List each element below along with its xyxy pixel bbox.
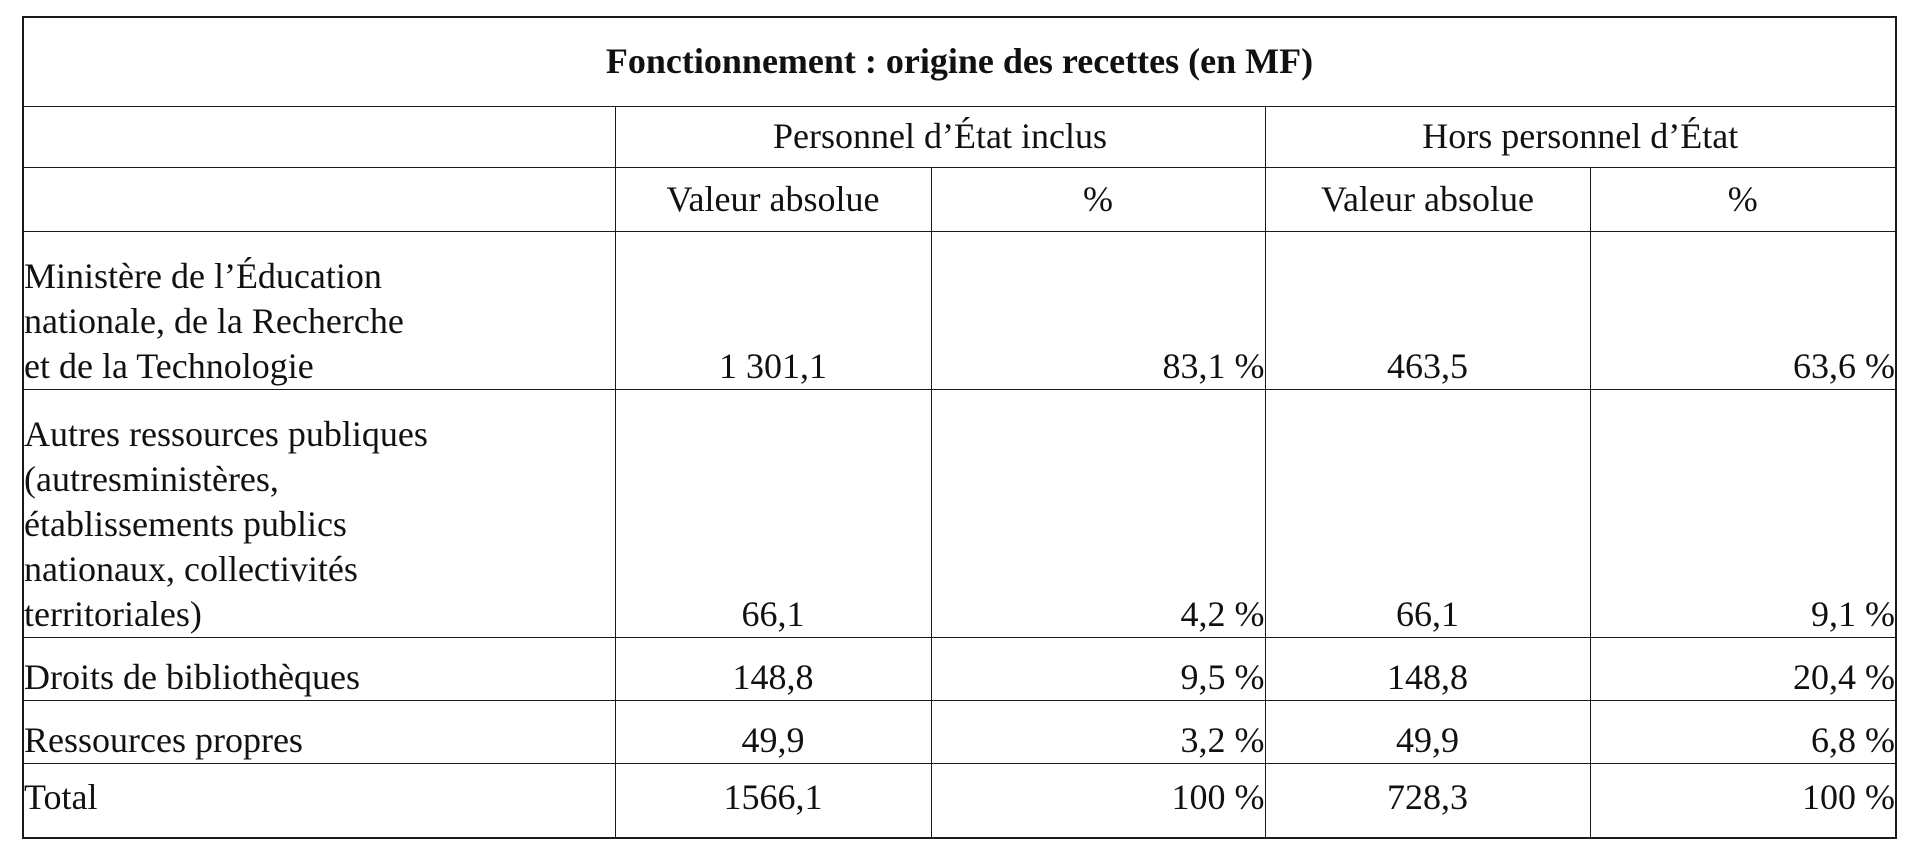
cell-absolute-value-incl: 148,8 [615, 637, 931, 700]
row-label-line: Ministère de l’Éducation [24, 255, 382, 296]
cell-absolute-value-excl: 148,8 [1265, 637, 1590, 700]
sub-header-row [23, 167, 1896, 231]
row-label-line: nationale, de la Recherche [24, 300, 404, 341]
cell-absolute-value-incl: 49,9 [615, 700, 931, 763]
subheader-percent-2: % [1590, 167, 1896, 231]
cell-absolute-value-incl: 66,1 [615, 389, 931, 637]
table-row-library-fees [23, 637, 1896, 700]
table-row-other-public [23, 389, 1896, 637]
row-label-own-resources: Ressources propres [23, 700, 615, 763]
header-empty-cell [23, 106, 615, 167]
title-row [23, 17, 1896, 106]
subheader-percent-1: % [931, 167, 1265, 231]
row-label-library-fees: Droits de bibliothèques [23, 637, 615, 700]
cell-percent-excl: 63,6 % [1590, 231, 1896, 389]
revenue-origin-table [22, 16, 1897, 839]
table-row-own-resources [23, 700, 1896, 763]
cell-percent-incl: 100 % [931, 763, 1265, 838]
cell-percent-excl: 100 % [1590, 763, 1896, 838]
group-header-with-state-staff: Personnel d’État inclus [615, 106, 1265, 167]
group-header-row [23, 106, 1896, 167]
row-label-line: établissements publics [24, 503, 347, 544]
cell-absolute-value-excl: 49,9 [1265, 700, 1590, 763]
cell-percent-incl: 4,2 % [931, 389, 1265, 637]
table-row-total [23, 763, 1896, 838]
cell-absolute-value-excl: 463,5 [1265, 231, 1590, 389]
group-header-without-state-staff: Hors personnel d’État [1265, 106, 1896, 167]
row-label-other-public [23, 389, 615, 637]
cell-percent-incl: 83,1 % [931, 231, 1265, 389]
cell-absolute-value-excl: 728,3 [1265, 763, 1590, 838]
row-label-line: (autresministères, [24, 458, 279, 499]
subheader-empty-cell [23, 167, 615, 231]
row-label-ministry [23, 231, 615, 389]
row-label-total: Total [23, 763, 615, 838]
subheader-absolute-value-2: Valeur absolue [1265, 167, 1590, 231]
cell-absolute-value-excl: 66,1 [1265, 389, 1590, 637]
cell-percent-excl: 9,1 % [1590, 389, 1896, 637]
row-label-line: et de la Technologie [24, 345, 314, 386]
cell-percent-incl: 9,5 % [931, 637, 1265, 700]
cell-percent-excl: 6,8 % [1590, 700, 1896, 763]
cell-absolute-value-incl: 1 301,1 [615, 231, 931, 389]
row-label-line: Autres ressources publiques [24, 413, 428, 454]
table-title: Fonctionnement : origine des recettes (en MF) [23, 17, 1896, 106]
cell-percent-incl: 3,2 % [931, 700, 1265, 763]
row-label-line: territoriales) [24, 593, 202, 634]
subheader-absolute-value-1: Valeur absolue [615, 167, 931, 231]
row-label-line: nationaux, collectivités [24, 548, 358, 589]
cell-percent-excl: 20,4 % [1590, 637, 1896, 700]
table-row-ministry [23, 231, 1896, 389]
cell-absolute-value-incl: 1566,1 [615, 763, 931, 838]
